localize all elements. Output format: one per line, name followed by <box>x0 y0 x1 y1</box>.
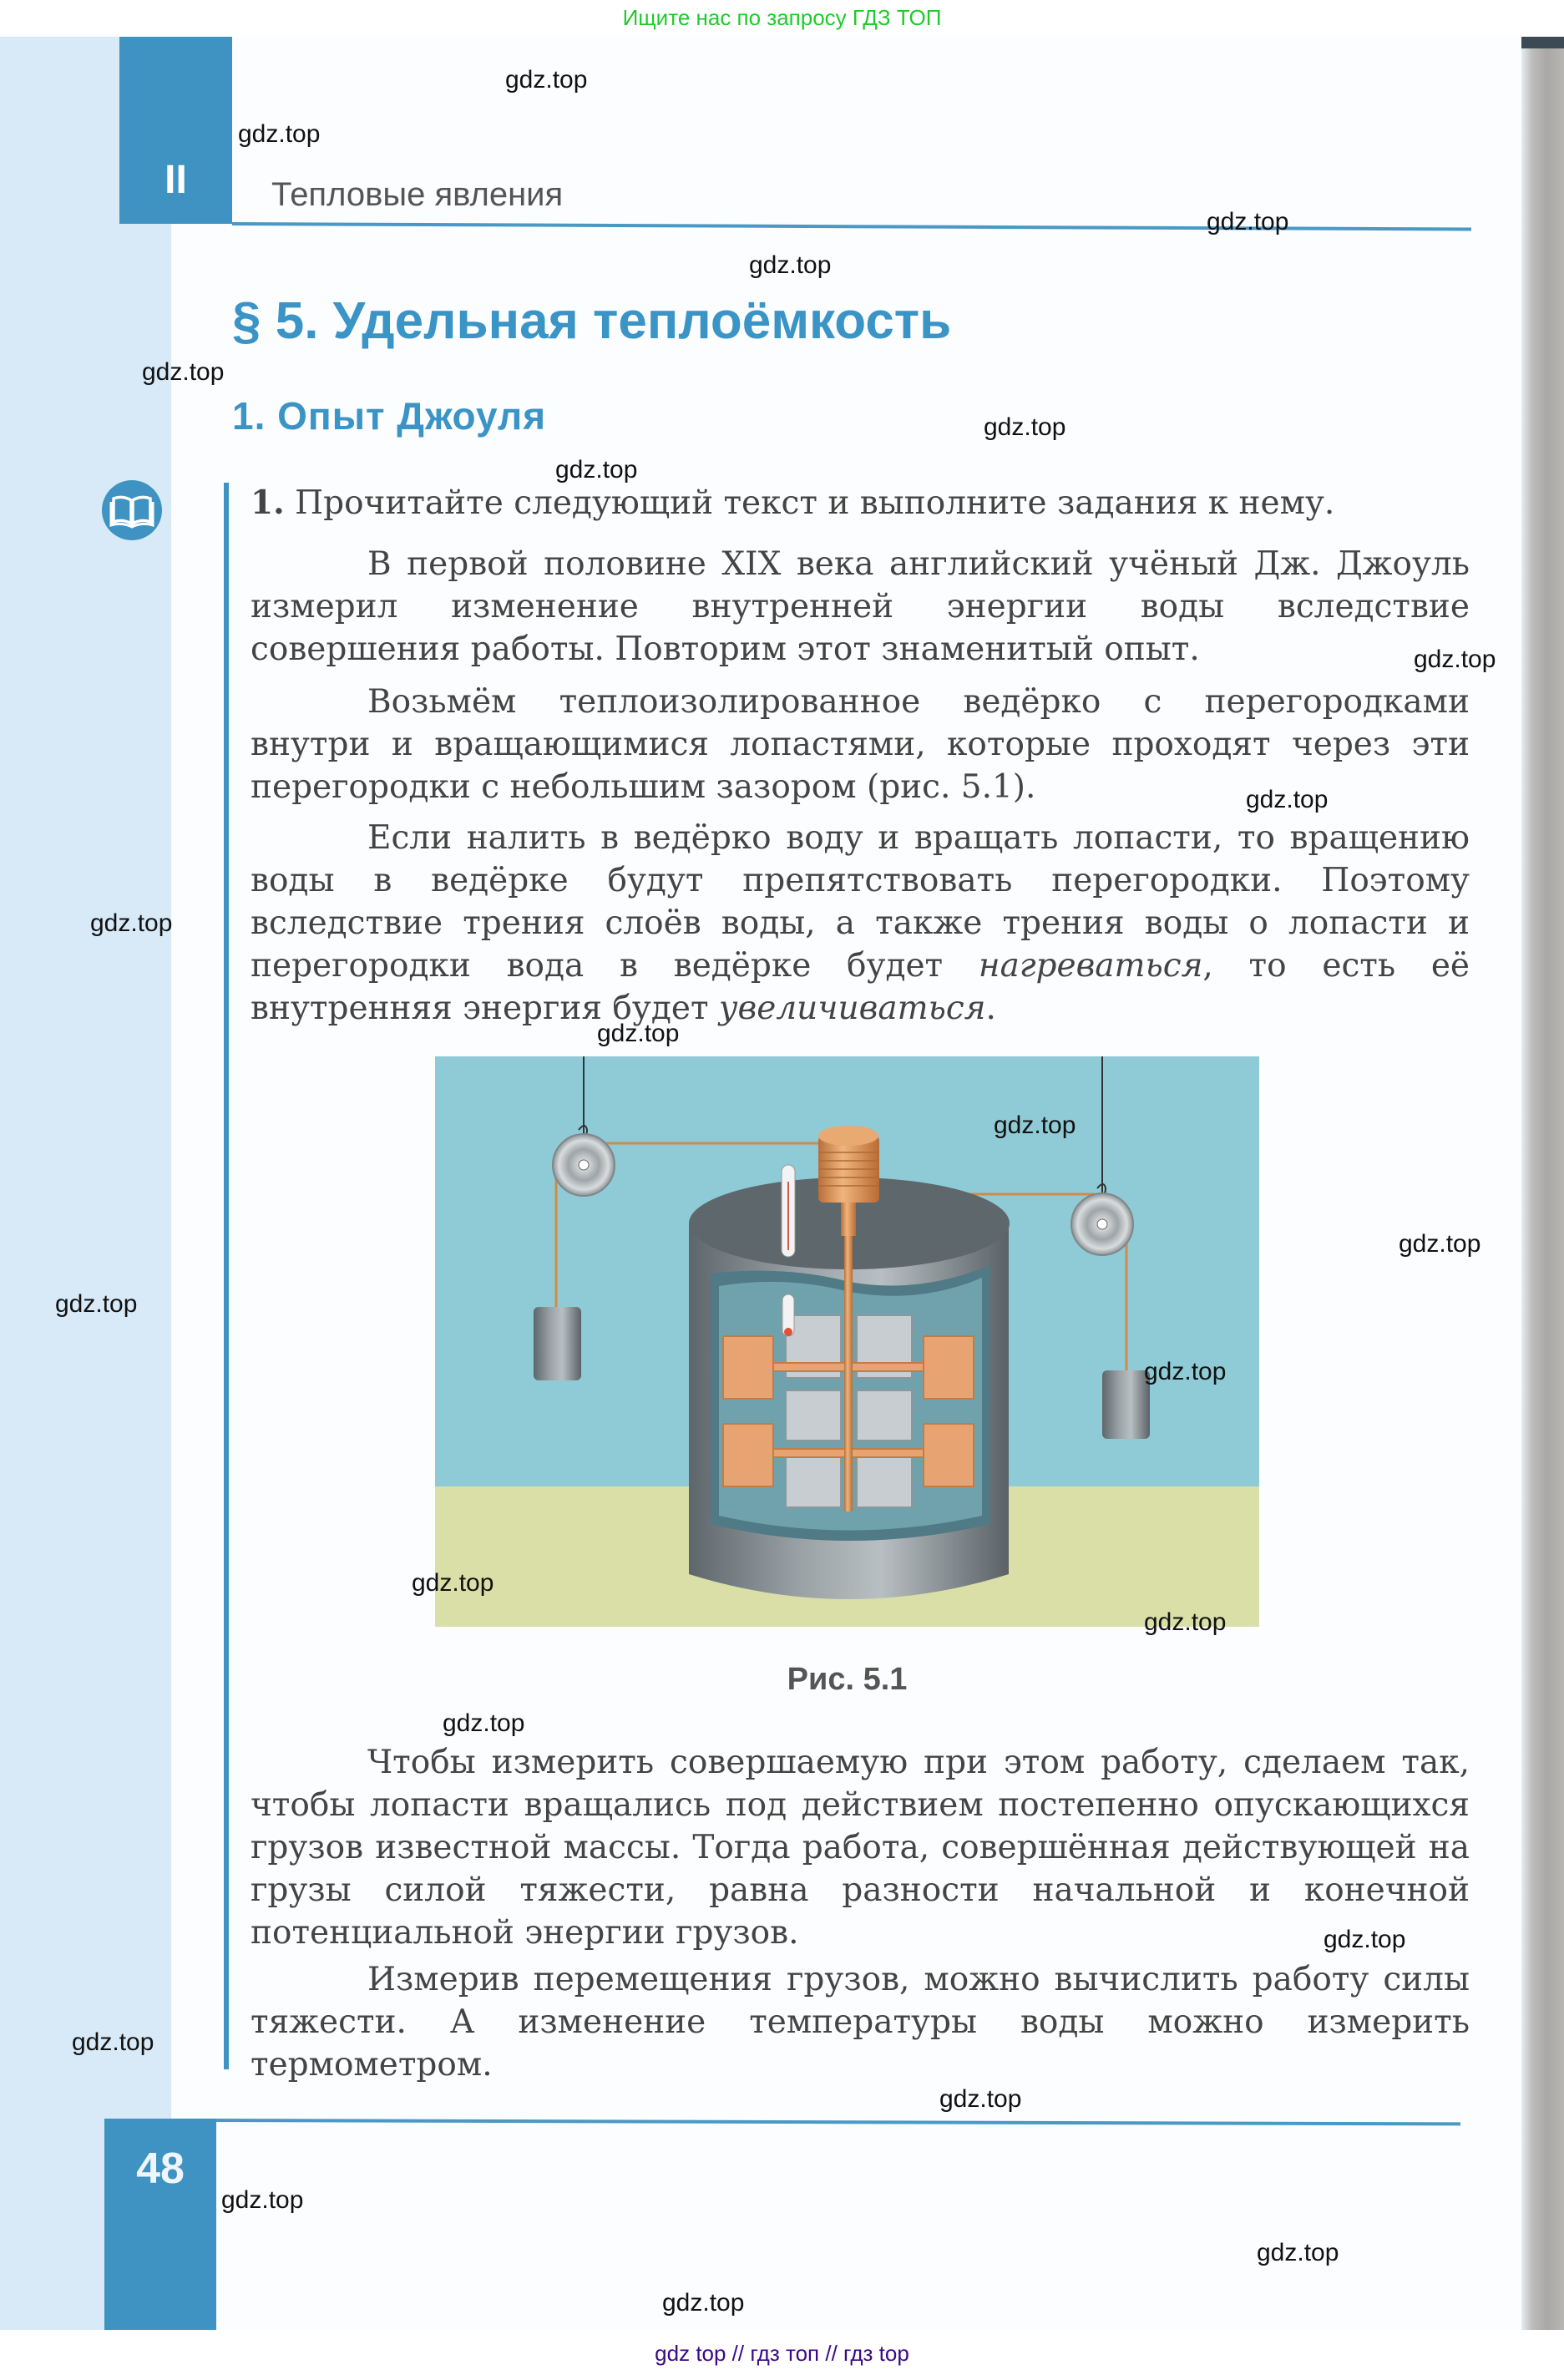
subsection-title: 1. Опыт Джоуля <box>232 394 547 438</box>
watermark-text: gdz.top <box>984 413 1066 441</box>
watermark-text: gdz.top <box>1414 646 1496 673</box>
paragraph-text: . <box>985 990 996 1027</box>
watermark-text: gdz.top <box>597 1020 680 1047</box>
paragraph-text: Возьмём теплоизолированное ведёрко с перегородками внутри и вращающимися лопастями, которые проходят через эти перегородки с небольшим зазором (рис. 5.1). <box>251 683 1470 806</box>
watermark-text: gdz.top <box>443 1709 525 1737</box>
paragraph-text: , то есть её внутренняя энергия будет <box>251 947 1470 1027</box>
open-book-icon <box>102 480 162 540</box>
task-text: Прочитайте следующий текст и выполните задания к нему. <box>295 484 1335 522</box>
task-block <box>251 482 1470 524</box>
watermark-text: gdz.top <box>55 1290 138 1318</box>
paragraph-text: Если налить в ведёрко воду и вращать лопасти, то вращению воды в ведёрке будут препятствовать перегородки. Поэтому вследствие трения слоёв воды, а также трения воды о лопасти и перегородки вода в ведёрке будет <box>251 819 1470 985</box>
paragraph-3 <box>251 817 1470 1030</box>
paddle-shaft <box>844 1203 853 1512</box>
watermark-text: gdz.top <box>749 251 832 279</box>
emphasis-heat: нагреваться <box>978 947 1203 985</box>
left-weight <box>534 1307 581 1380</box>
paragraph-5 <box>251 1958 1470 2086</box>
book-cover-edge <box>1521 37 1564 48</box>
watermark-text: gdz.top <box>221 2186 304 2214</box>
figure-caption: Рис. 5.1 <box>787 1662 908 1697</box>
watermark-text: gdz.top <box>1399 1230 1481 1258</box>
top-promo-banner[interactable]: Ищите нас по запросу ГДЗ ТОП <box>0 0 1564 37</box>
watermark-text: gdz.top <box>505 66 588 94</box>
watermark-text: gdz.top <box>90 909 173 937</box>
chapter-number: II <box>164 158 187 202</box>
page-number: 48 <box>136 2145 185 2193</box>
watermark-text: gdz.top <box>72 2028 154 2056</box>
watermark-text: gdz.top <box>939 2085 1022 2113</box>
watermark-text: gdz.top <box>1207 208 1289 235</box>
figure-joule-apparatus <box>435 1056 1259 1627</box>
emphasis-increase: увеличиваться <box>718 990 986 1027</box>
chapter-title: Тепловые явления <box>271 176 564 213</box>
paragraph-1 <box>251 543 1470 671</box>
bottom-promo-banner[interactable]: gdz top // гдз топ // гдз top <box>0 2330 1564 2380</box>
watermark-text: gdz.top <box>1324 1926 1406 1953</box>
watermark-text: gdz.top <box>662 2289 745 2317</box>
watermark-text: gdz.top <box>142 358 225 386</box>
book-gutter <box>1521 37 1564 2330</box>
watermark-text: gdz.top <box>1246 786 1329 813</box>
paragraph-text: Измерив перемещения грузов, можно вычислить работу силы тяжести. А изменение температуры воды можно измерить термометром. <box>251 1961 1470 2084</box>
watermark-text: gdz.top <box>1144 1608 1227 1636</box>
watermark-text: gdz.top <box>1257 2239 1339 2266</box>
right-weight <box>1102 1370 1150 1439</box>
paragraph-text: В первой половине XIX века английский учёный Дж. Джоуль измерил изменение внутренней энергии воды вследствие совершения работы. Повторим этот знаменитый опыт. <box>251 545 1470 668</box>
watermark-text: gdz.top <box>412 1569 494 1597</box>
section-title: § 5. Удельная теплоёмкость <box>232 292 952 350</box>
task-number: 1. <box>251 484 285 522</box>
paragraph-4 <box>251 1741 1470 1954</box>
paragraph-text: Чтобы измерить совершаемую при этом работу, сделаем так, чтобы лопасти вращались под действием постепенно опускающихся грузов известной массы. Тогда работа, совершённая действующей на грузы силой тяжести, равна разности начальной и конечной потенциальной энергии грузов. <box>251 1744 1470 1952</box>
task-margin-rule <box>224 483 229 2069</box>
watermark-text: gdz.top <box>555 456 638 484</box>
watermark-text: gdz.top <box>994 1112 1076 1139</box>
watermark-text: gdz.top <box>238 120 321 148</box>
watermark-text: gdz.top <box>1144 1358 1227 1385</box>
